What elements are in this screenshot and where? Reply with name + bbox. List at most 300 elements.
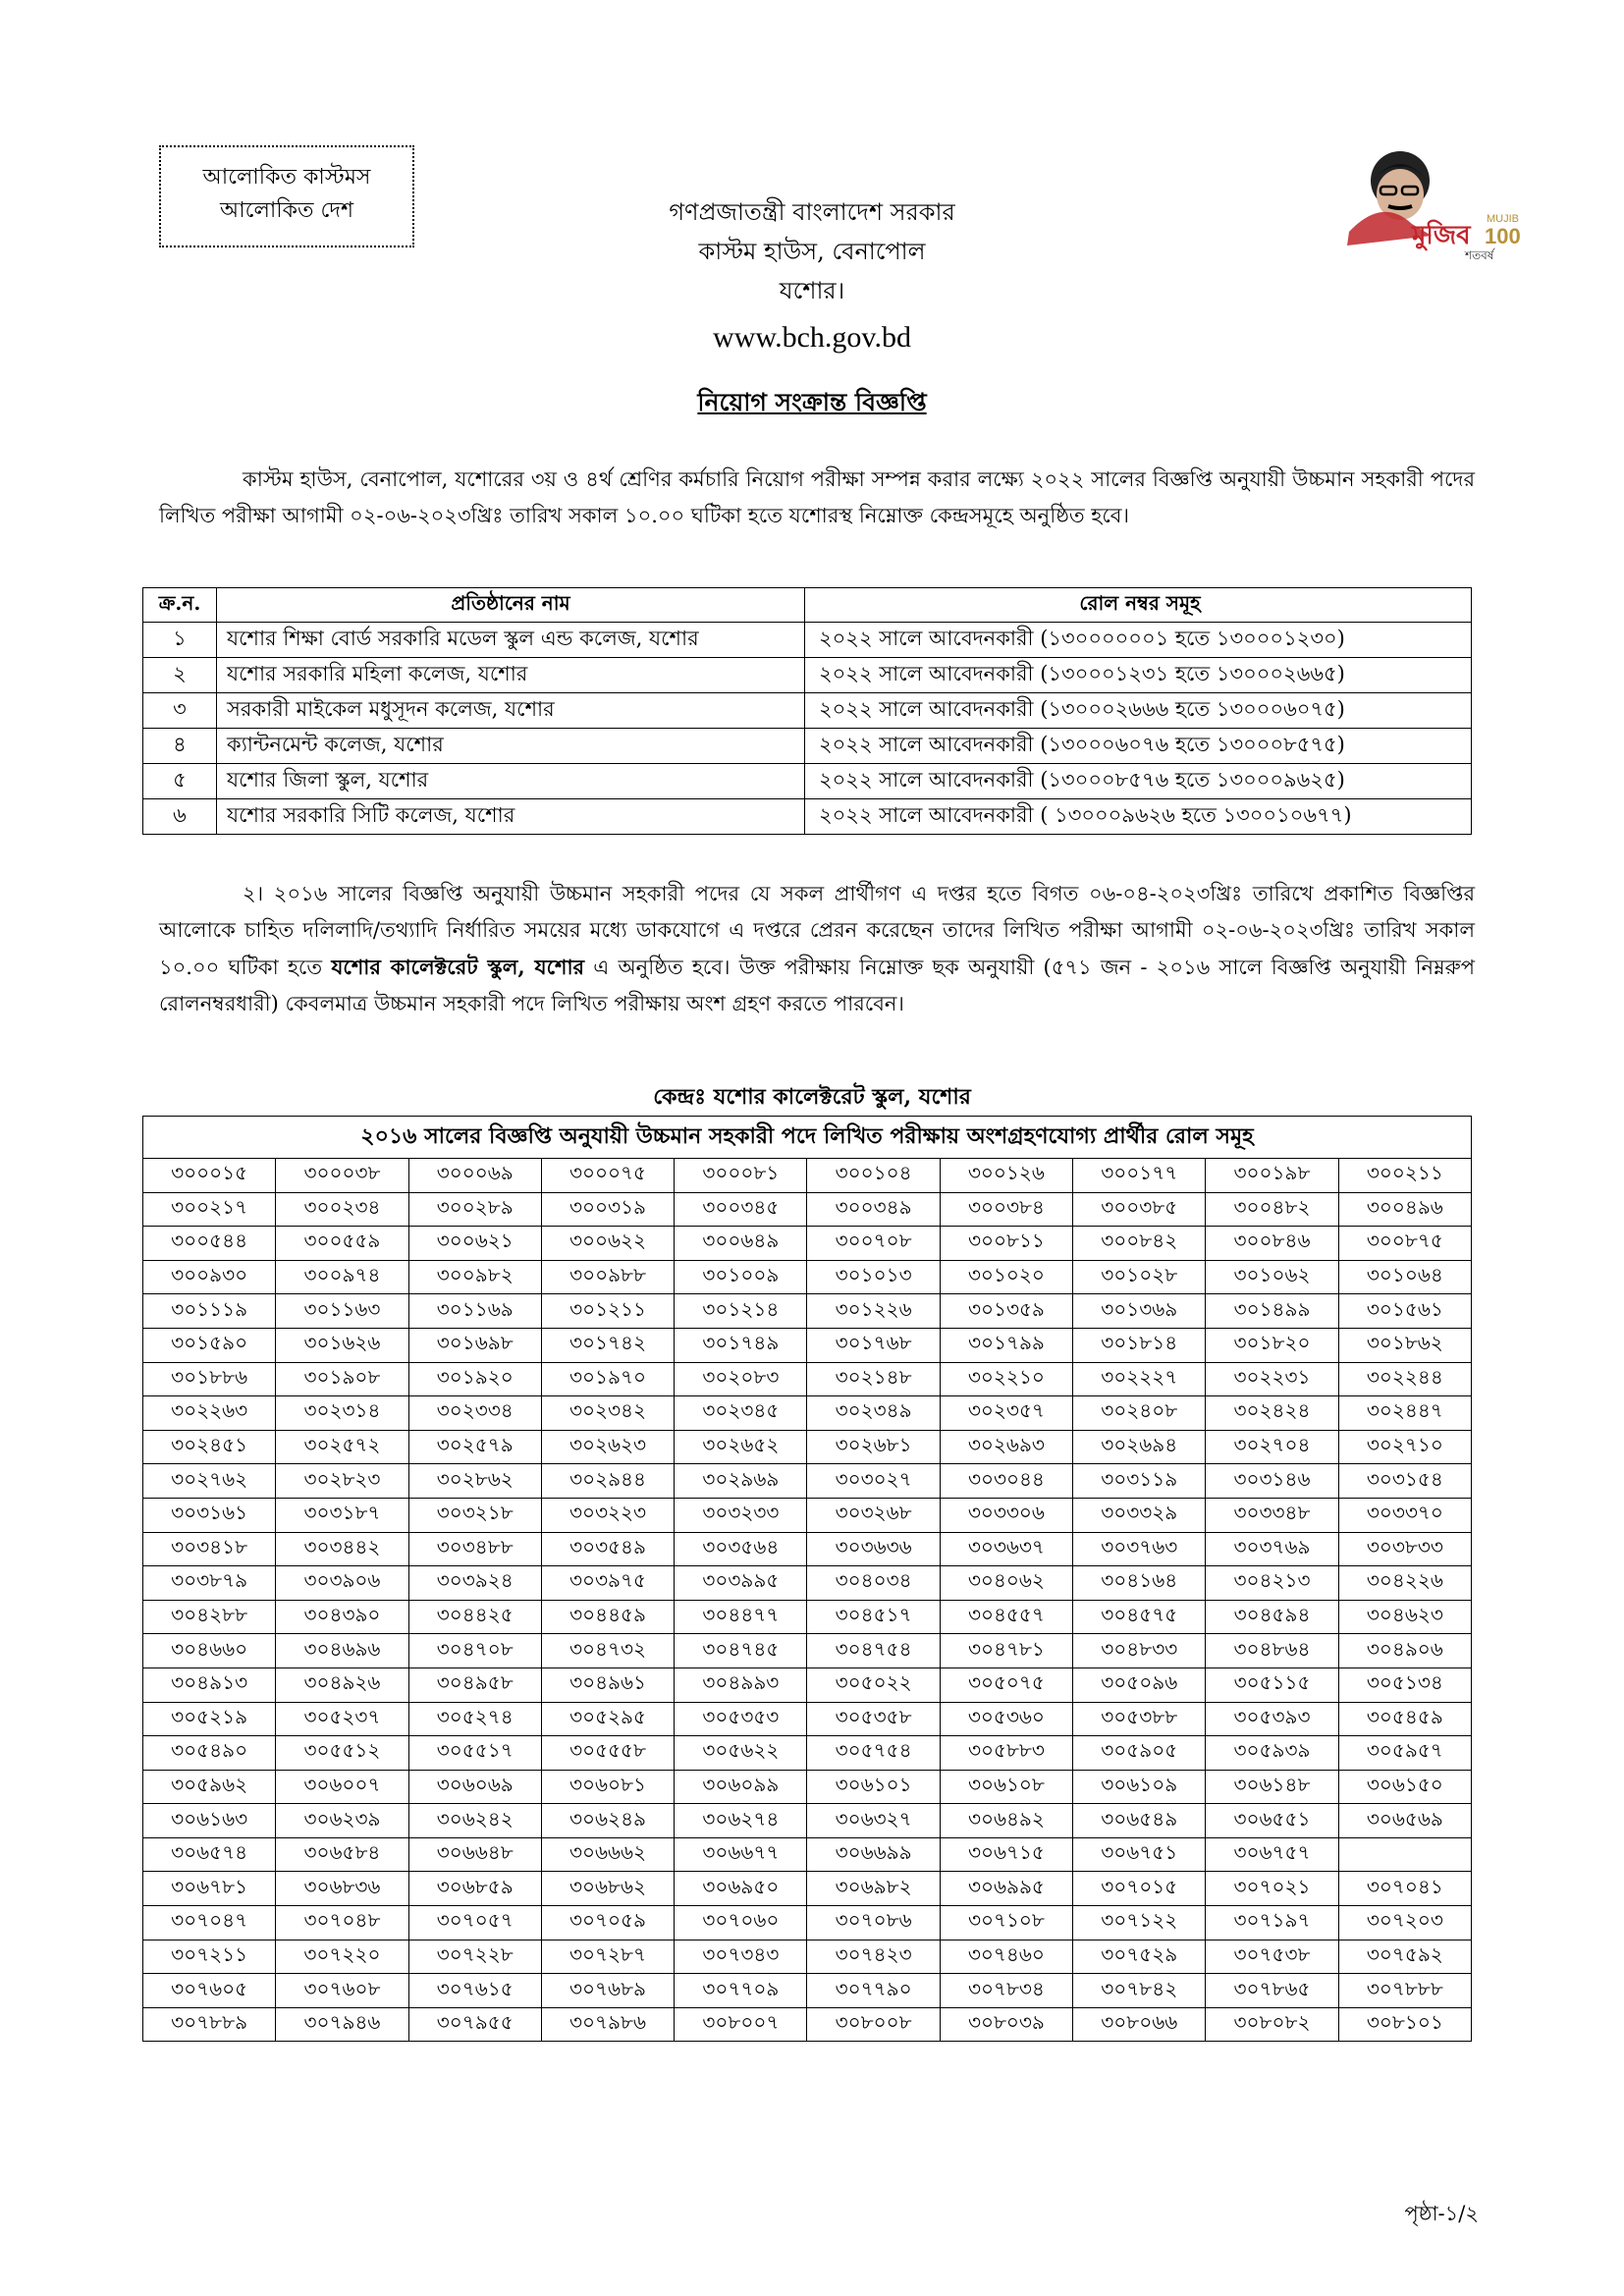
roll-row [143,1498,1472,1532]
roll-cell: ৩০১৬২৬ [276,1328,408,1362]
serial-cell: ৩ [143,693,217,729]
roll-cell: ৩০০৩৮৫ [1073,1192,1206,1227]
roll-cell: ৩০০১৭৭ [1073,1159,1206,1193]
roll-cell: ৩০৭৩৪৩ [675,1940,807,1974]
roll-cell: ৩০৫০২২ [807,1667,940,1702]
roll-row [143,1192,1472,1227]
roll-cell: ৩০৪৫১৭ [807,1600,940,1634]
roll-cell: ৩০৩৭৬৩ [1073,1532,1206,1566]
roll-cell: ৩০৬৮৬২ [541,1872,674,1906]
table-header-row [143,588,1472,623]
roll-cell: ৩০৭৬০৮ [276,1974,408,2008]
roll-cell: ৩০৩২৩৩ [675,1498,807,1532]
roll-cell: ৩০১২১৪ [675,1294,807,1329]
roll-cell: ৩০০০৭৫ [541,1159,674,1193]
roll-cell: ৩০৪৯০৬ [1338,1634,1471,1668]
roll-cell: ৩০২৭০৪ [1206,1430,1338,1464]
roll-cell: ৩০৭০৬০ [675,1906,807,1941]
roll-cell: ৩০২২৩১ [1206,1362,1338,1396]
roll-cell: ৩০৬৫৭৪ [143,1837,276,1872]
serial-cell: ৫ [143,764,217,799]
roll-cell: ৩০০৬২১ [408,1227,541,1261]
roll-row [143,1532,1472,1566]
roll-cell: ৩০১৭৪৯ [675,1328,807,1362]
roll-cell: ৩০৫৫৫৮ [541,1736,674,1771]
roll-cell: ৩০০২৩৪ [276,1192,408,1227]
roll-cell: ৩০০৮৭৫ [1338,1227,1471,1261]
roll-cell: ৩০৪৫৯৪ [1206,1600,1338,1634]
roll-cell: ৩০৬৩২৭ [807,1804,940,1838]
roll-cell: ৩০৩৯৯৫ [675,1566,807,1601]
roll-cell: ৩০৭০২১ [1206,1872,1338,1906]
col-roll-range: রোল নম্বর সমূহ [805,588,1472,623]
institution-cell: যশোর সরকারি মহিলা কলেজ, যশোর [217,658,805,693]
roll-cell: ৩০৩৩০৬ [940,1498,1072,1532]
roll-cell: ৩০৩৮৩৩ [1338,1532,1471,1566]
roll-row [143,1804,1472,1838]
roll-cell: ৩০৭০৮৬ [807,1906,940,1941]
roll-row [143,1634,1472,1668]
roll-cell: ৩০৭০১৫ [1073,1872,1206,1906]
roll-cell: ৩০৭১৯৭ [1206,1906,1338,1941]
roll-cell: ৩০৫২৯৫ [541,1702,674,1736]
roll-cell: ৩০৫০৭৫ [940,1667,1072,1702]
roll-cell: ৩০০১০৪ [807,1159,940,1193]
roll-cell: ৩০১৬৯৮ [408,1328,541,1362]
roll-cell: ৩০২৩১৪ [276,1396,408,1431]
roll-cell: ৩০৬৮৫৯ [408,1872,541,1906]
roll-cell: ৩০২৩৪৯ [807,1396,940,1431]
roll-cell: ৩০৫৯০৫ [1073,1736,1206,1771]
roll-cell: ৩০৪৭৪৫ [675,1634,807,1668]
roll-cell: ৩০৭২২৮ [408,1940,541,1974]
roll-row [143,1906,1472,1941]
roll-cell: ৩০০৩৪৯ [807,1192,940,1227]
roll-cell: ৩০৩২২৩ [541,1498,674,1532]
roll-row [143,1566,1472,1601]
roll-cell: ৩০৩৯২৪ [408,1566,541,1601]
roll-cell: ৩০৬২৪৯ [541,1804,674,1838]
roll-cell: ৩০৭৯৫৫ [408,2007,541,2042]
roll-cell: ৩০৭৮৪২ [1073,1974,1206,2008]
roll-cell: ৩০৫৯৬২ [143,1770,276,1804]
roll-cell: ৩০৫২১৯ [143,1702,276,1736]
roll-cell: ৩০৭৮৮৮ [1338,1974,1471,2008]
roll-cell: ৩০২৮৬২ [408,1464,541,1499]
roll-cell: ৩০২২১০ [940,1362,1072,1396]
roll-cell: ৩০৭১০৮ [940,1906,1072,1941]
roll-cell: ৩০৪৭০৮ [408,1634,541,1668]
roll-row [143,1159,1472,1193]
roll-cell: ৩০২৯৬৯ [675,1464,807,1499]
roll-row [143,1974,1472,2008]
roll-cell: ৩০৬১৬৩ [143,1804,276,1838]
roll-cell: ৩০১১১৯ [143,1294,276,1329]
roll-cell: ৩০১০২৮ [1073,1260,1206,1294]
roll-cell: ৩০৮০০৭ [675,2007,807,2042]
serial-cell: ২ [143,658,217,693]
roll-cell: ৩০৬১৫০ [1338,1770,1471,1804]
roll-cell: ৩০৫৯৩৯ [1206,1736,1338,1771]
roll-cell: ৩০০১৯৮ [1206,1159,1338,1193]
roll-cell: ৩০৭২২০ [276,1940,408,1974]
roll-cell: ৩০৩২১৮ [408,1498,541,1532]
roll-cell: ৩০২৬২৩ [541,1430,674,1464]
roll-cell: ৩০২৫৭২ [276,1430,408,1464]
roll-cell: ৩০৩১৬১ [143,1498,276,1532]
serial-cell: ১ [143,623,217,658]
roll-cell: ৩০৫৩৫৮ [807,1702,940,1736]
roll-cell: ৩০৩৩২৯ [1073,1498,1206,1532]
roll-cell: ৩০৬১০৮ [940,1770,1072,1804]
roll-row [143,1667,1472,1702]
roll-cell: ৩০৪৬৬০ [143,1634,276,1668]
roll-cell: ৩০০৮৪৬ [1206,1227,1338,1261]
roll-cell: ৩০৩৩৪৮ [1206,1498,1338,1532]
roll-cell: ৩০৩২৬৮ [807,1498,940,1532]
roll-cell: ৩০১৭৬৮ [807,1328,940,1362]
roll-cell: ৩০৭৯৮৬ [541,2007,674,2042]
roll-cell: ৩০০৭০৮ [807,1227,940,1261]
roll-cell: ৩০৪২১৩ [1206,1566,1338,1601]
notice-title: নিয়োগ সংক্রান্ত বিজ্ঞপ্তি [697,388,927,416]
roll-cell: ৩০০২১১ [1338,1159,1471,1193]
header-district: যশোর। [779,277,845,304]
roll-cell: ৩০১৫৬১ [1338,1294,1471,1329]
roll-cell: ৩০৪৯৬১ [541,1667,674,1702]
roll-cell: ৩০১৯৭০ [541,1362,674,1396]
roll-cell: ৩০০৯৮৮ [541,1260,674,1294]
page-number: পৃষ্ঠা-১/২ [1404,2202,1479,2225]
roll-range-cell: ২০২২ সালে আবেদনকারী (১৩০০০৬০৭৬ হতে ১৩০০০৮৫৭৫) [805,729,1472,764]
roll-cell: ৩০৩৯০৬ [276,1566,408,1601]
roll-cell: ৩০২২৪৪ [1338,1362,1471,1396]
institution-cell: ক্যান্টনমেন্ট কলেজ, যশোর [217,729,805,764]
roll-cell: ৩০৭৪৬০ [940,1940,1072,1974]
roll-cell: ৩০২৬৯৩ [940,1430,1072,1464]
roll-cell: ৩০১৭৯৯ [940,1328,1072,1362]
roll-cell: ৩০৪৪২৫ [408,1600,541,1634]
roll-cell: ৩০৮০০৮ [807,2007,940,2042]
roll-cell: ৩০১৩৬৯ [1073,1294,1206,1329]
roll-cell: ৩০৩৯৭৫ [541,1566,674,1601]
roll-cell: ৩০৬২৩৯ [276,1804,408,1838]
paragraph-1: কাস্টম হাউস, বেনাপোল, যশোরের ৩য় ও ৪র্থ শ্রেণির কর্মচারি নিয়োগ পরীক্ষা সম্পন্ন করার লক্ষ্যে ২০২২ সালের বিজ্ঞপ্তি অনুযায়ী উচ্চমান সহকারী পদের লিখিত পরীক্ষা আগামী ০২-০৬-২০২৩খ্রিঃ তারিখ সকাল ১০.০০ ঘটিকা হতে যশোরস্থ নিম্নোক্ত কেন্দ্রসমূহে অনুষ্ঠিত হবে। [159,467,1475,527]
roll-cell: ৩০৭১২২ [1073,1906,1206,1941]
roll-cell: ৩০৬৯৮২ [807,1872,940,1906]
roll-cell: ৩০৬৫৪৯ [1073,1804,1206,1838]
roll-cell: ৩০৩১৮৭ [276,1498,408,1532]
roll-cell: ৩০০৬৪৯ [675,1227,807,1261]
roll-cell: ৩০০২৮৯ [408,1192,541,1227]
roll-cell: ৩০১৮২০ [1206,1328,1338,1362]
roll-cell: ৩০০৫৪৪ [143,1227,276,1261]
roll-cell: ৩০৫৩৬০ [940,1702,1072,1736]
roll-cell: ৩০৭০৫৭ [408,1906,541,1941]
logo-side-text: MUJIB [1487,213,1519,225]
roll-cell: ৩০৬০৬৯ [408,1770,541,1804]
roll-cell: ৩০০২১৭ [143,1192,276,1227]
roll-range-cell: ২০২২ সালে আবেদনকারী (১৩০০০১২৩১ হতে ১৩০০০২৬৬৫) [805,658,1472,693]
roll-cell: ৩০০০৬৯ [408,1159,541,1193]
roll-cell: ৩০১৮১৪ [1073,1328,1206,1362]
institution-cell: সরকারী মাইকেল মধুসূদন কলেজ, যশোর [217,693,805,729]
roll-row [143,1396,1472,1431]
roll-cell: ৩০২২২৭ [1073,1362,1206,1396]
roll-row [143,1770,1472,1804]
roll-cell: ৩০০৯৮২ [408,1260,541,1294]
roll-cell: ৩০৬৬৪৮ [408,1837,541,1872]
roll-cell: ৩০৫২৩৭ [276,1702,408,1736]
roll-cell: ৩০৪০৩৪ [807,1566,940,1601]
roll-cell: ৩০৭০৪১ [1338,1872,1471,1906]
roll-cell: ৩০৬১০৯ [1073,1770,1206,1804]
roll-cell: ৩০৫৪৯০ [143,1736,276,1771]
col-institution: প্রতিষ্ঠানের নাম [217,588,805,623]
table-row [143,623,1472,658]
logo-number-text: 100 [1485,224,1521,248]
roll-cell: ৩০৫৩৫৩ [675,1702,807,1736]
roll-cell: ৩০২৭১০ [1338,1430,1471,1464]
roll-cell: ৩০৪৫৭৫ [1073,1600,1206,1634]
roll-cell: ৩০০৩৪৫ [675,1192,807,1227]
roll-cell: ৩০৩৬৩৭ [940,1532,1072,1566]
roll-cell: ৩০৭৭০৯ [675,1974,807,2008]
roll-cell: ৩০৭৫৩৮ [1206,1940,1338,1974]
roll-cell: ৩০৫৭৫৪ [807,1736,940,1771]
roll-cell: ৩০০৮৪২ [1073,1227,1206,1261]
roll-cell: ৩০৬৬৬২ [541,1837,674,1872]
roll-cell: ৩০১৮৬২ [1338,1328,1471,1362]
roll-cell: ৩০৪৪৫৯ [541,1600,674,1634]
roll-cell: ৩০৭০৫৯ [541,1906,674,1941]
roll-row [143,1837,1472,1872]
roll-cell: ৩০২৭৬২ [143,1464,276,1499]
roll-cell: ৩০৩৪১৮ [143,1532,276,1566]
roll-range-cell: ২০২২ সালে আবেদনকারী ( ১৩০০০৯৬২৬ হতে ১৩০০১০৬৭৭) [805,799,1472,835]
roll-cell: ৩০৫০৯৬ [1073,1667,1206,1702]
roll-cell: ৩০১৩৫৯ [940,1294,1072,1329]
institution-cell: যশোর জিলা স্কুল, যশোর [217,764,805,799]
roll-cell: ৩০৭৪২৩ [807,1940,940,1974]
roll-cell: ৩০৩৭৬৯ [1206,1532,1338,1566]
roll-cell: ৩০০৬২২ [541,1227,674,1261]
roll-cell: ৩০৭৮৬৫ [1206,1974,1338,2008]
centre-title: কেন্দ্রঃ যশোর কালেক্টরেট স্কুল, যশোর [653,1084,971,1110]
roll-row [143,1940,1472,1974]
roll-cell: ৩০০৯৭৪ [276,1260,408,1294]
roll-cell: ৩০১৯২০ [408,1362,541,1396]
table-row [143,693,1472,729]
roll-cell: ৩০৬০৮১ [541,1770,674,1804]
roll-row [143,1600,1472,1634]
roll-cell: ৩০৩৫৬৪ [675,1532,807,1566]
roll-cell: ৩০৭০৪৭ [143,1906,276,1941]
roll-row [143,1464,1472,1499]
venue-bold: যশোর কালেক্টরেট স্কুল, যশোর [331,955,585,979]
roll-row [143,1702,1472,1736]
roll-cell: ৩০১০২০ [940,1260,1072,1294]
roll-cell: ৩০৪৭৫৪ [807,1634,940,1668]
roll-cell: ৩০১০০৯ [675,1260,807,1294]
roll-cell: ৩০১৪৯৯ [1206,1294,1338,1329]
roll-cell: ৩০২১৪৮ [807,1362,940,1396]
roll-cell: ৩০৫১৩৪ [1338,1667,1471,1702]
roll-cell: ৩০৮০৩৯ [940,2007,1072,2042]
serial-cell: ৬ [143,799,217,835]
roll-cell: ৩০৬৫৬৯ [1338,1804,1471,1838]
roll-cell: ৩০৪৩৯০ [276,1600,408,1634]
roll-row [143,1294,1472,1329]
roll-cell: ৩০৪৭৮১ [940,1634,1072,1668]
roll-cell: ৩০৭৯৪৬ [276,2007,408,2042]
motto-line-1: আলোকিত কাস্টমস [202,165,371,190]
institution-cell: যশোর শিক্ষা বোর্ড সরকারি মডেল স্কুল এন্ড কলেজ, যশোর [217,623,805,658]
roll-cell: ৩০৪২২৬ [1338,1566,1471,1601]
roll-cell: ৩০২০৮৩ [675,1362,807,1396]
roll-cell: ৩০৬২৭৪ [675,1804,807,1838]
roll-cell: ৩০৩০৪৪ [940,1464,1072,1499]
roll-cell: ৩০৬৭৫১ [1073,1837,1206,1872]
roll-cell: ৩০১১৬৯ [408,1294,541,1329]
roll-cell: ৩০১৭৪২ [541,1328,674,1362]
roll-cell: ৩০৭৫২৯ [1073,1940,1206,1974]
roll-cell: ৩০২৩৩৪ [408,1396,541,1431]
roll-cell: ৩০৫৮৮৩ [940,1736,1072,1771]
roll-cell: ৩০০৮১১ [940,1227,1072,1261]
roll-row [143,1227,1472,1261]
roll-cell: ৩০৬০৯৯ [675,1770,807,1804]
roll-cell: ৩০০৪৯৬ [1338,1192,1471,1227]
roll-cell: ৩০৪৮৩৩ [1073,1634,1206,1668]
roll-cell: ৩০৩৪৮৮ [408,1532,541,1566]
roll-cell: ৩০৪৬২৩ [1338,1600,1471,1634]
roll-cell: ৩০৬৫৫১ [1206,1804,1338,1838]
roll-cell: ৩০৬৬৭৭ [675,1837,807,1872]
roll-cell: ৩০৪৯৫৮ [408,1667,541,1702]
roll-cell: ৩০৫৯৫৭ [1338,1736,1471,1771]
roll-row [143,1736,1472,1771]
roll-cell: ৩০৬৪৯২ [940,1804,1072,1838]
roll-cell: ৩০২৫৭৯ [408,1430,541,1464]
roll-table-header: ২০১৬ সালের বিজ্ঞপ্তি অনুযায়ী উচ্চমান সহকারী পদে লিখিত পরীক্ষায় অংশগ্রহণযোগ্য প্রার্থীর রোল সমূহ [143,1117,1472,1159]
roll-cell: ৩০১২২৬ [807,1294,940,1329]
roll-cell: ৩০৪৯৯৩ [675,1667,807,1702]
roll-cell: ৩০৬৮৩৬ [276,1872,408,1906]
header-office: কাস্টম হাউস, বেনাপোল [698,238,926,265]
table-row [143,729,1472,764]
roll-cell: ৩০১৯০৮ [276,1362,408,1396]
logo-year-text: শতবর্ষ [1465,248,1494,262]
roll-cell: ৩০৪৯২৬ [276,1667,408,1702]
roll-cell: ৩০৩১৫৪ [1338,1464,1471,1499]
roll-cell: ৩০৬৭১৫ [940,1837,1072,1872]
roll-cell: ৩০৫৩৯৩ [1206,1702,1338,1736]
roll-cell: ৩০৪১৬৪ [1073,1566,1206,1601]
table-row [143,799,1472,835]
roll-cell: ৩০৬০০৭ [276,1770,408,1804]
roll-cell: ৩০২৯৪৪ [541,1464,674,1499]
paragraph-2: ২। ২০১৬ সালের বিজ্ঞপ্তি অনুযায়ী উচ্চমান সহকারী পদের যে সকল প্রার্থীগণ এ দপ্তর হতে বিগত ০৬-০৪-২০২৩খ্রিঃ তারিখে প্রকাশিত বিজ্ঞপ্তির আলোকে চাহিত দলিলাদি/তথ্যাদি নির্ধারিত সময়ের মধ্যে ডাকযোগে এ দপ্তরে প্রেরন করেছেন তাদের লিখিত পরীক্ষা আগামী ০২-০৬-২০২৩খ্রিঃ তারিখ সকাল ১০.০০ ঘটিকা হতে যশোর কালেক্টরেট স্কুল, যশোর এ অনুষ্ঠিত হবে। উক্ত পরীক্ষায় নিম্নোক্ত ছক অনুযায়ী (৫৭১ জন - ২০১৬ সালে বিজ্ঞপ্তি অনুযায়ী নিম্নরুপ রোলনম্বরধারী) কেবলমাত্র উচ্চমান সহকারী পদে লিখিত পরীক্ষায় অংশ গ্রহণ করতে পারবেন। [159,882,1475,1015]
roll-cell: ৩০৮১০১ [1338,2007,1471,2042]
roll-cell: ৩০১১৬৩ [276,1294,408,1329]
roll-cell: ৩০৪২৮৮ [143,1600,276,1634]
roll-row [143,1872,1472,1906]
roll-cell: ৩০২৩৪৫ [675,1396,807,1431]
motto-line-2: আলোকিত দেশ [220,198,353,223]
roll-cell: ৩০৩১১৯ [1073,1464,1206,1499]
institution-cell: যশোর সরকারি সিটি কলেজ, যশোর [217,799,805,835]
serial-cell: ৪ [143,729,217,764]
roll-row [143,1430,1472,1464]
roll-cell: ৩০৮০৬৬ [1073,2007,1206,2042]
roll-cell: ৩০৬১৪৮ [1206,1770,1338,1804]
roll-cell: ৩০৭২০৩ [1338,1906,1471,1941]
roll-cell: ৩০২৬৮১ [807,1430,940,1464]
roll-cell: ৩০১৫৯০ [143,1328,276,1362]
roll-cell: ৩০০৯৩০ [143,1260,276,1294]
roll-cell: ৩০৫৫১৭ [408,1736,541,1771]
roll-cell: ৩০৬৬৯৯ [807,1837,940,1872]
roll-cell: ৩০১০৬২ [1206,1260,1338,1294]
roll-cell: ৩০০০৮১ [675,1159,807,1193]
roll-cell: ৩০৬৭৮১ [143,1872,276,1906]
roll-cell: ৩০৭৮৮৯ [143,2007,276,2042]
roll-cell: ৩০৫২৭৪ [408,1702,541,1736]
roll-row [143,1260,1472,1294]
roll-cell: ৩০১২১১ [541,1294,674,1329]
roll-cell: ৩০৪০৬২ [940,1566,1072,1601]
roll-cell: ৩০৩৫৪৯ [541,1532,674,1566]
roll-cell [1338,1837,1471,1872]
roll-range-cell: ২০২২ সালে আবেদনকারী (১৩০০০২৬৬৬ হতে ১৩০০০৬০৭৫) [805,693,1472,729]
roll-cell: ৩০৩৬৩৬ [807,1532,940,1566]
roll-cell: ৩০৭২৮৭ [541,1940,674,1974]
roll-cell: ৩০২৪৪৭ [1338,1396,1471,1431]
roll-cell: ৩০৭৬৮৯ [541,1974,674,2008]
roll-cell: ৩০২৬৯৪ [1073,1430,1206,1464]
roll-cell: ৩০৫৪৫৯ [1338,1702,1471,1736]
roll-cell: ৩০৫১১৫ [1206,1667,1338,1702]
exam-centres-table [142,587,1472,835]
col-serial: ক্র.ন. [143,588,217,623]
roll-cell: ৩০২৪৫১ [143,1430,276,1464]
roll-range-cell: ২০২২ সালে আবেদনকারী (১৩০০০৮৫৭৬ হতে ১৩০০০৯৬২৫) [805,764,1472,799]
roll-cell: ৩০০১২৬ [940,1159,1072,1193]
roll-cell: ৩০৫৫১২ [276,1736,408,1771]
roll-cell: ৩০৫৬২২ [675,1736,807,1771]
table-row [143,658,1472,693]
roll-cell: ৩০৩০২৭ [807,1464,940,1499]
roll-numbers-table [142,1116,1472,2042]
header-government: গণপ্রজাতন্ত্রী বাংলাদেশ সরকার [669,198,955,226]
roll-cell: ৩০১০১৩ [807,1260,940,1294]
roll-cell: ৩০২৬৫২ [675,1430,807,1464]
roll-cell: ৩০০৪৮২ [1206,1192,1338,1227]
roll-range-cell: ২০২২ সালে আবেদনকারী (১৩০০০০০০১ হতে ১৩০০০১২৩০) [805,623,1472,658]
roll-cell: ৩০২৪২৪ [1206,1396,1338,1431]
logo-main-text: মুজিব [1412,221,1471,250]
roll-cell: ৩০৭০৪৮ [276,1906,408,1941]
roll-cell: ৩০৪৭৩২ [541,1634,674,1668]
roll-table-header-row [143,1117,1472,1159]
roll-cell: ৩০৫৩৮৮ [1073,1702,1206,1736]
roll-cell: ৩০৭৫৯২ [1338,1940,1471,1974]
roll-cell: ৩০০৩১৯ [541,1192,674,1227]
roll-cell: ৩০৬৯৯৫ [940,1872,1072,1906]
roll-cell: ৩০৮০৮২ [1206,2007,1338,2042]
roll-cell: ৩০১৮৮৬ [143,1362,276,1396]
